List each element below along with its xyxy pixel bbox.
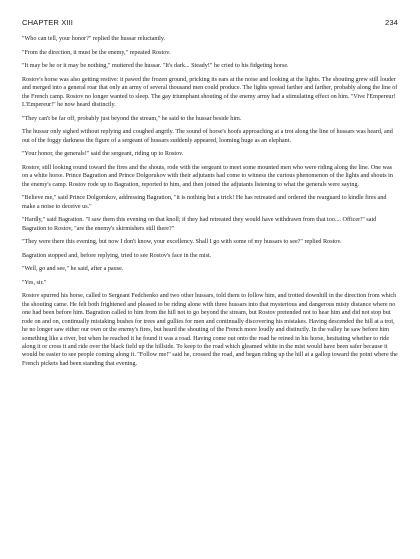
- paragraph: The hussar only sighed without replying and coughed angrily. The sound of horse's hoofs approaching at a trot along the line of hussars was heard, and out of the foggy darkness the figure of a sergeant of hussars suddenly appeared, looming huge as an elephant.: [22, 129, 393, 144]
- paragraph: "Yes, sir.": [22, 279, 47, 286]
- chapter-title: CHAPTER XIII: [22, 18, 73, 27]
- paragraph: "Your honor, the generals!" said the sergeant, riding up to Rostov.: [22, 151, 184, 158]
- paragraph: "Well, go and see," he said, after a pause.: [22, 266, 124, 273]
- paragraph: "Hardly," said Bagration. "I saw them this evening on that knoll; if they had retreated they would have withdrawn from that too.... Officer!" said Bagration to Rostov, "are the enemy's skirmishers still there?": [22, 217, 377, 232]
- page-body: [22, 35, 398, 368]
- paragraph: "They can't be far off, probably just beyond the stream," he said to the hussar beside him.: [22, 115, 242, 122]
- paragraph: "From the direction, it must be the enemy," repeated Rostov.: [22, 49, 171, 56]
- paragraph: Bagration stopped and, before replying, tried to see Rostov's face in the mist.: [22, 252, 212, 259]
- paragraph: "Who can tell, your honor?" replied the hussar reluctantly.: [22, 36, 166, 42]
- paragraph: Rostov's horse was also getting restive: it pawed the frozen ground, pricking its ears at the noise and looking at the lights. The shouting grew still louder and merged into a general roar that only an army of several thousand men could produce. The lights spread farther and farther, probably along the line of the French camp. Rostov no longer wanted to sleep. The gay triumphant shouting of the enemy army had a stimulating effect on him. "Vive l'Empereur! L'Empereur!" he now heard distinctly.: [22, 76, 398, 108]
- paragraph: Rostov spurred his horse, called to Sergeant Fedchenko and two other hussars, told them to follow him, and trotted downhill in the direction from which the shouting came. He felt both frightened and pleased to be riding alone with three hussars into that mysterious and dangerous misty distance where no one had been before him. Bagration called to him from the hill not to go beyond the stream, but Rostov pretended not to hear him and did not stop but rode on and on, continually mistaking bushes for trees and gullies for men and continually discovering his mistakes. Having descended the hill at a trot, he no longer saw either our own or the enemy's fires, but heard the shouting of the French more loudly and distinctly. In the valley he saw before him something like a river, but when he reached it he found it was a road. Having come out onto the road he reined in his horse, hesitating whether to ride along it or cross it and ride over the black field up the hillside. To keep to the road which gleamed white in the mist would have been safer because it would be easier to see people coming along it. "Follow me!" said he, crossed the road, and began riding up the hill at a gallop toward the point where the French pickets had been standing that evening.: [22, 293, 398, 367]
- paragraph: "It may be he or it may be nothing," muttered the hussar. "It's dark... Steady!" he cried to his fidgeting horse.: [22, 63, 289, 70]
- page-header: [22, 18, 398, 27]
- paragraph: Rostov, still looking round toward the fires and the shouts, rode with the sergeant to meet some mounted men who were riding along the line. One was on a white horse. Prince Bagration and Prince Dolgorukov with their adjutants had come to witness the curious phenomenon of the lights and shouts in the enemy's camp. Rostov rode up to Bagration, reported to him, and then joined the adjutants listening to what the generals were saying.: [22, 164, 393, 188]
- page-number: 234: [385, 18, 398, 27]
- paragraph: "They were there this evening, but now I don't know, your excellency. Shall I go with some of my hussars to see?" replied Rostov.: [22, 239, 342, 246]
- paragraph: "Believe me," said Prince Dolgorukov, addressing Bagration, "it is nothing but a trick! He has retreated and ordered the rearguard to kindle fires and make a noise to deceive us.": [22, 195, 387, 210]
